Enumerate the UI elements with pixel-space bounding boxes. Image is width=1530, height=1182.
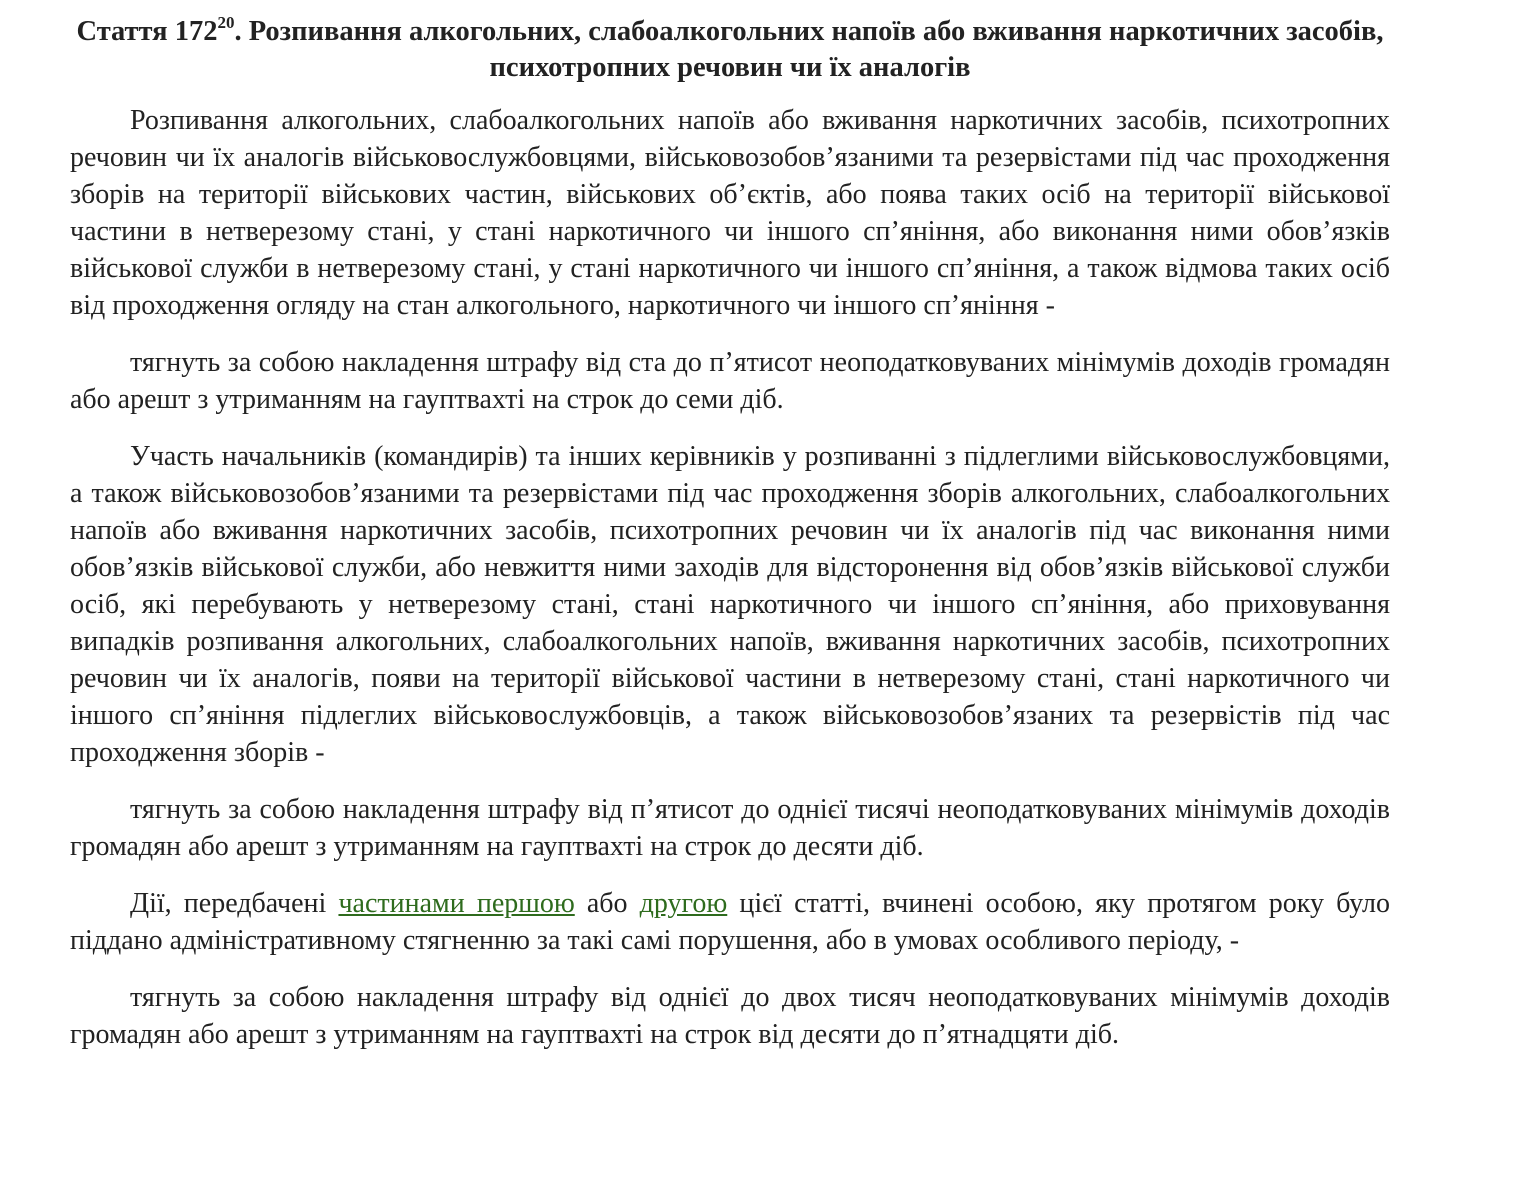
article-title-superscript: 20 xyxy=(217,12,235,32)
paragraph-sanction-3: тягнуть за собою накладення штрафу від однієї до двох тисяч неоподатковуваних мінімумів доходів громадян або арешт з утриманням на гауптвахті на строк від десяти до п’ятнадцяти діб. xyxy=(70,982,1390,1050)
paragraph-part-3-end: цієї статті, вчинені особою, яку протягом року було піддано адміністративному стягненню за такі самі порушення, або в умовах особливого періоду, - xyxy=(70,888,1390,956)
paragraph-part-1: Розпивання алкогольних, слабоалкогольних напоїв або вживання наркотичних засобів, психотропних речовин чи їх аналогів військовослужбовцями, військовозобов’язаними та резервістами під час проходження зборів на території військових частин, військових об’єктів, або поява таких осіб на території військової частини в нетверезому стані, у стані наркотичного чи іншого сп’яніння, або виконання ними обов’язків військової служби в нетверезому стані, у стані наркотичного чи іншого сп’яніння, а також відмова таких осіб від проходження огляду на стан алкогольного, наркотичного чи іншого сп’яніння - xyxy=(70,105,1390,321)
paragraph-part-3-start: Дії, передбачені xyxy=(130,888,339,919)
paragraph-sanction-2: тягнуть за собою накладення штрафу від п’ятисот до однієї тисячі неоподатковуваних мінімумів доходів громадян або арешт з утриманням на гауптвахті на строк до десяти діб. xyxy=(70,794,1390,862)
article-title-text: . Розпивання алкогольних, слабоалкогольних напоїв або вживання наркотичних засобів, психотропних речовин чи їх аналогів xyxy=(234,16,1384,83)
paragraph-sanction-1: тягнуть за собою накладення штрафу від ста до п’ятисот неоподатковуваних мінімумів доходів громадян або арешт з утриманням на гауптвахті на строк до семи діб. xyxy=(70,347,1390,415)
article-title xyxy=(70,14,1390,86)
document xyxy=(70,0,1390,1053)
link-part-one[interactable]: частинами першою xyxy=(338,888,575,919)
paragraph-part-3 xyxy=(70,885,1390,959)
link-part-two[interactable]: другою xyxy=(639,888,728,919)
article-title-prefix: Стаття 172 xyxy=(76,16,218,47)
paragraph-part-3-mid: або xyxy=(574,888,640,919)
paragraph-part-2: Участь начальників (командирів) та інших керівників у розпиванні з підлеглими військовослужбовцями, а також військовозобов’язаними та резервістами під час проходження зборів алкогольних, слабоалкогольних напоїв або вживання наркотичних засобів, психотропних речовин чи їх аналогів під час виконання ними обов’язків військової служби, або невжиття ними заходів для відсторонення від обов’язків військової служби осіб, які перебувають у нетверезому стані, стані наркотичного чи іншого сп’яніння, або приховування випадків розпивання алкогольних, слабоалкогольних напоїв, вживання наркотичних засобів, психотропних речовин чи їх аналогів, появи на території військової частини в нетверезому стані, стані наркотичного чи іншого сп’яніння підлеглих військовослужбовців, а також військовозобов’язаних та резервістів під час проходження зборів - xyxy=(70,441,1390,768)
